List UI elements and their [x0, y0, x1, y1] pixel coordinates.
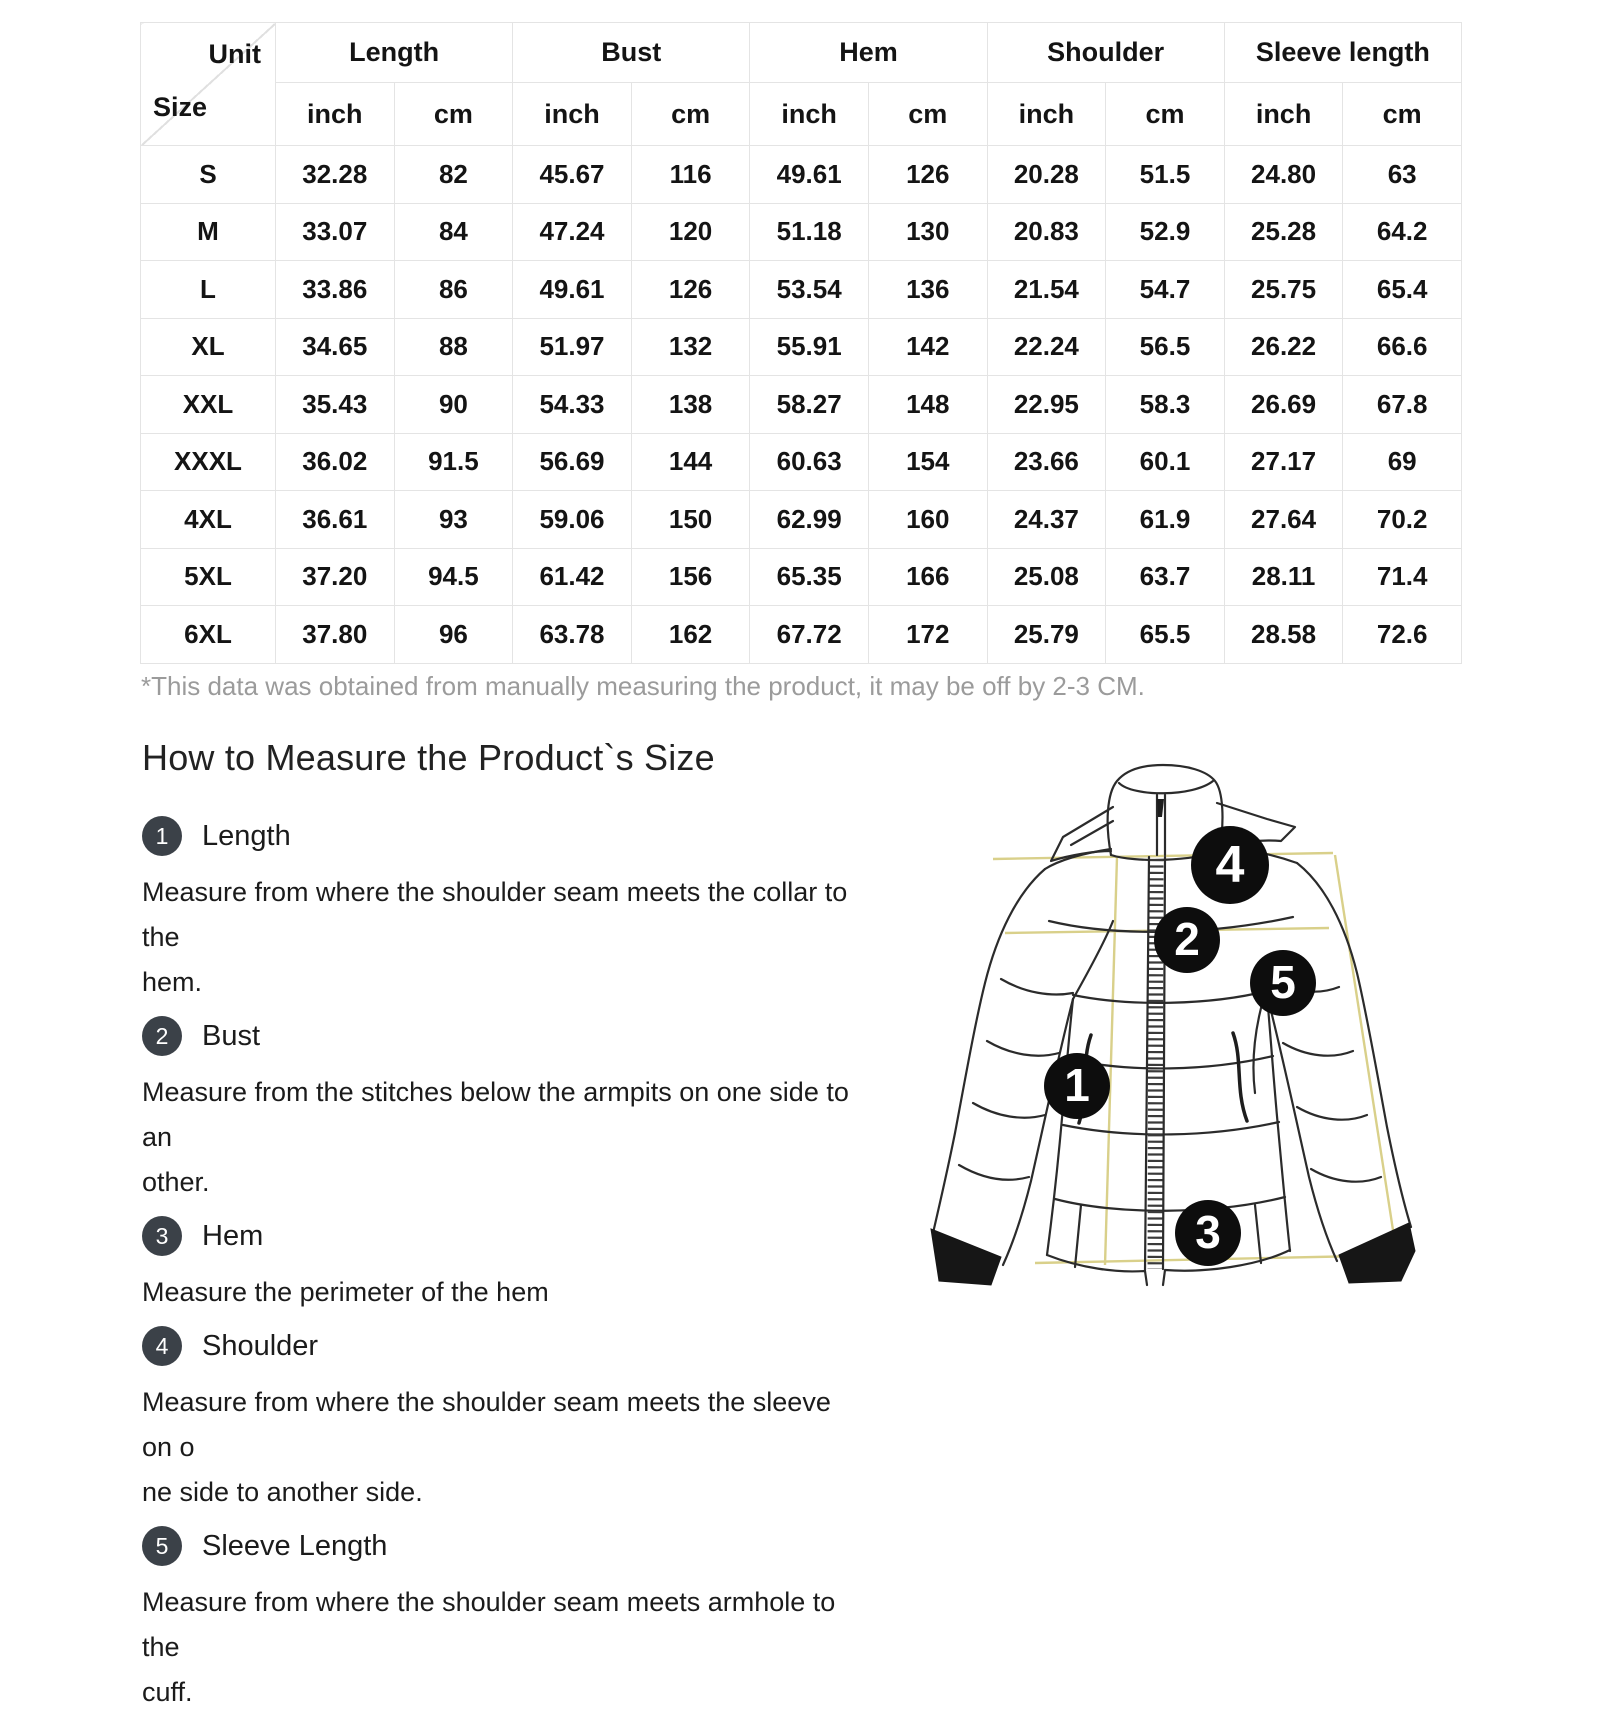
measurement-cell: 25.28 [1224, 203, 1343, 261]
right-cuff [1339, 1223, 1415, 1283]
measurement-cell: 130 [868, 203, 987, 261]
step-description: Measure from where the shoulder seam meets the collar to the hem. [142, 877, 848, 997]
measurement-cell: 144 [631, 433, 750, 491]
step-label: Sleeve Length [202, 1529, 388, 1562]
jacket-marker-4 [1191, 826, 1269, 904]
measurement-cell: 69 [1343, 433, 1462, 491]
measurement-cell: 37.20 [276, 548, 395, 606]
right-pocket [1233, 1033, 1247, 1121]
measurement-cell: 72.6 [1343, 606, 1462, 664]
step-number-badge: 3 [142, 1216, 182, 1256]
measurement-cell: 58.3 [1106, 376, 1225, 434]
svg-text:4: 4 [1215, 836, 1245, 894]
measurement-cell: 126 [631, 261, 750, 319]
size-cell: XL [141, 318, 276, 376]
measurement-cell: 49.61 [750, 146, 869, 204]
measurement-cell: 136 [868, 261, 987, 319]
measurement-cell: 58.27 [750, 376, 869, 434]
size-cell: L [141, 261, 276, 319]
jacket-marker-5 [1250, 950, 1316, 1016]
measurement-cell: 33.07 [276, 203, 395, 261]
step-label: Bust [202, 1019, 261, 1052]
measurement-cell: 37.80 [276, 606, 395, 664]
jacket-right-sleeve [1267, 863, 1415, 1283]
unit-header-2: inch [513, 83, 632, 146]
jacket-marker-2 [1154, 907, 1220, 973]
measurement-cell: 33.86 [276, 261, 395, 319]
measurement-cell: 60.63 [750, 433, 869, 491]
measurement-cell: 70.2 [1343, 491, 1462, 549]
size-cell: XXL [141, 376, 276, 434]
column-group-bust: Bust [513, 23, 750, 83]
unit-header-5: cm [868, 83, 987, 146]
measurement-cell: 26.69 [1224, 376, 1343, 434]
measurement-cell: 65.35 [750, 548, 869, 606]
measurement-disclaimer: *This data was obtained from manually measuring the product, it may be off by 2-3 CM. [141, 671, 1145, 701]
measurement-cell: 24.80 [1224, 146, 1343, 204]
size-row-m [141, 203, 1462, 261]
svg-text:2: 2 [1174, 913, 1200, 965]
measurement-cell: 142 [868, 318, 987, 376]
unit-header-3: cm [631, 83, 750, 146]
unit-header-9: cm [1343, 83, 1462, 146]
size-row-6xl [141, 606, 1462, 664]
unit-header-8: inch [1224, 83, 1343, 146]
measurement-cell: 51.97 [513, 318, 632, 376]
jacket-line-drawing [905, 735, 1415, 1310]
measure-steps-list [142, 816, 854, 1726]
measurement-cell: 172 [868, 606, 987, 664]
measurement-cell: 63 [1343, 146, 1462, 204]
size-row-xl [141, 318, 1462, 376]
measurement-cell: 20.83 [987, 203, 1106, 261]
measurement-cell: 64.2 [1343, 203, 1462, 261]
measurement-cell: 27.17 [1224, 433, 1343, 491]
column-group-sleeve-length: Sleeve length [1224, 23, 1461, 83]
step-header [142, 816, 854, 856]
measure-step-4 [142, 1326, 854, 1515]
size-chart-body [141, 146, 1462, 664]
measurement-cell: 116 [631, 146, 750, 204]
measurement-cell: 56.5 [1106, 318, 1225, 376]
measure-step-2 [142, 1016, 854, 1205]
measurement-cell: 160 [868, 491, 987, 549]
measurement-cell: 156 [631, 548, 750, 606]
step-description: Measure from where the shoulder seam meets the sleeve on o ne side to another side. [142, 1387, 831, 1507]
size-cell: 6XL [141, 606, 276, 664]
size-row-5xl [141, 548, 1462, 606]
column-group-length: Length [276, 23, 513, 83]
size-chart-table [140, 22, 1462, 664]
size-row-l [141, 261, 1462, 319]
measure-step-5 [142, 1526, 854, 1715]
measurement-cell: 138 [631, 376, 750, 434]
unit-header-1: cm [394, 83, 513, 146]
measurement-cell: 96 [394, 606, 513, 664]
jacket-measure-diagram [905, 735, 1415, 1310]
step-number-badge: 1 [142, 816, 182, 856]
measurement-cell: 132 [631, 318, 750, 376]
measurement-cell: 23.66 [987, 433, 1106, 491]
step-header [142, 1016, 854, 1056]
measurement-cell: 20.28 [987, 146, 1106, 204]
measurement-cell: 60.1 [1106, 433, 1225, 491]
measurement-cell: 24.37 [987, 491, 1106, 549]
measurement-cell: 84 [394, 203, 513, 261]
unit-header-0: inch [276, 83, 395, 146]
size-chart-header [141, 23, 1462, 146]
measurement-cell: 67.8 [1343, 376, 1462, 434]
step-number-badge: 2 [142, 1016, 182, 1056]
step-description: Measure from the stitches below the armpits on one side to an other. [142, 1077, 849, 1197]
step-number-badge: 4 [142, 1326, 182, 1366]
unit-size-corner-cell [141, 23, 276, 146]
measurement-cell: 34.65 [276, 318, 395, 376]
measure-group-row [141, 23, 1462, 83]
measurement-cell: 25.75 [1224, 261, 1343, 319]
measurement-cell: 162 [631, 606, 750, 664]
size-cell: 5XL [141, 548, 276, 606]
measurement-cell: 54.33 [513, 376, 632, 434]
measurement-cell: 51.18 [750, 203, 869, 261]
measurement-cell: 62.99 [750, 491, 869, 549]
unit-header-7: cm [1106, 83, 1225, 146]
measurement-cell: 56.69 [513, 433, 632, 491]
measurement-cell: 21.54 [987, 261, 1106, 319]
measurement-cell: 55.91 [750, 318, 869, 376]
unit-header-4: inch [750, 83, 869, 146]
step-description: Measure the perimeter of the hem [142, 1277, 549, 1307]
measurement-cell: 36.61 [276, 491, 395, 549]
measurement-cell: 32.28 [276, 146, 395, 204]
measurement-cell: 61.9 [1106, 491, 1225, 549]
measurement-cell: 71.4 [1343, 548, 1462, 606]
measurement-cell: 94.5 [394, 548, 513, 606]
size-cell: 4XL [141, 491, 276, 549]
size-row-s [141, 146, 1462, 204]
svg-text:3: 3 [1195, 1206, 1221, 1258]
svg-text:1: 1 [1064, 1059, 1090, 1111]
measurement-cell: 82 [394, 146, 513, 204]
measurement-cell: 35.43 [276, 376, 395, 434]
measurement-cell: 28.58 [1224, 606, 1343, 664]
measurement-cell: 53.54 [750, 261, 869, 319]
measurement-cell: 52.9 [1106, 203, 1225, 261]
measurement-cell: 86 [394, 261, 513, 319]
measurement-cell: 63.7 [1106, 548, 1225, 606]
measurement-cell: 148 [868, 376, 987, 434]
measurement-cell: 63.78 [513, 606, 632, 664]
measurement-cell: 45.67 [513, 146, 632, 204]
measurement-cell: 88 [394, 318, 513, 376]
unit-header-row [141, 83, 1462, 146]
measurement-cell: 47.24 [513, 203, 632, 261]
step-label: Hem [202, 1219, 264, 1252]
measurement-cell: 22.95 [987, 376, 1106, 434]
step-label: Shoulder [202, 1329, 319, 1362]
measurement-cell: 65.4 [1343, 261, 1462, 319]
measurement-cell: 126 [868, 146, 987, 204]
measurement-cell: 26.22 [1224, 318, 1343, 376]
measurement-cell: 91.5 [394, 433, 513, 491]
measurement-cell: 67.72 [750, 606, 869, 664]
size-cell: S [141, 146, 276, 204]
step-header [142, 1216, 854, 1256]
left-cuff [931, 1229, 1001, 1285]
measurement-cell: 27.64 [1224, 491, 1343, 549]
measurement-cell: 51.5 [1106, 146, 1225, 204]
step-header [142, 1526, 854, 1566]
size-cell: M [141, 203, 276, 261]
size-row-xxl [141, 376, 1462, 434]
measurement-cell: 120 [631, 203, 750, 261]
step-header [142, 1326, 854, 1366]
unit-label: Unit [208, 39, 261, 69]
measurement-cell: 59.06 [513, 491, 632, 549]
size-label: Size [153, 92, 208, 122]
measurement-cell: 49.61 [513, 261, 632, 319]
measurement-cell: 154 [868, 433, 987, 491]
jacket-marker-1 [1044, 1053, 1110, 1119]
size-row-xxxl [141, 433, 1462, 491]
measurement-cell: 36.02 [276, 433, 395, 491]
unit-header-6: inch [987, 83, 1106, 146]
measurement-cell: 25.79 [987, 606, 1106, 664]
step-number-badge: 5 [142, 1526, 182, 1566]
measurement-cell: 25.08 [987, 548, 1106, 606]
how-to-title: How to Measure the Product`s Size [142, 737, 715, 778]
size-cell: XXXL [141, 433, 276, 491]
jacket-marker-3 [1175, 1200, 1241, 1266]
measurement-cell: 28.11 [1224, 548, 1343, 606]
svg-text:5: 5 [1270, 956, 1296, 1008]
measurement-cell: 166 [868, 548, 987, 606]
measurement-cell: 54.7 [1106, 261, 1225, 319]
measurement-cell: 65.5 [1106, 606, 1225, 664]
step-label: Length [202, 819, 291, 852]
measurement-cell: 150 [631, 491, 750, 549]
column-group-hem: Hem [750, 23, 987, 83]
measurement-cell: 22.24 [987, 318, 1106, 376]
measurement-cell: 61.42 [513, 548, 632, 606]
measurement-cell: 90 [394, 376, 513, 434]
measurement-cell: 93 [394, 491, 513, 549]
measure-step-1 [142, 816, 854, 1005]
size-row-4xl [141, 491, 1462, 549]
step-description: Measure from where the shoulder seam meets armhole to the cuff. [142, 1587, 836, 1707]
column-group-shoulder: Shoulder [987, 23, 1224, 83]
measurement-cell: 66.6 [1343, 318, 1462, 376]
measure-step-3 [142, 1216, 854, 1315]
